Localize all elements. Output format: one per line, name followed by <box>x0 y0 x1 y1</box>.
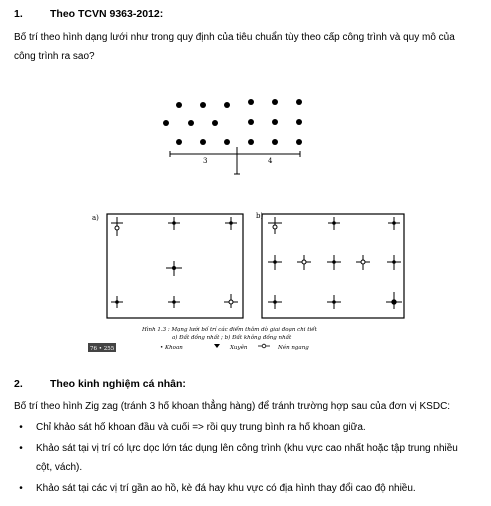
bullet-text-3: Khảo sát tại các vị trí gần ao hồ, kè đá hay khu vực có địa hình thay đổi cao độ nhiều. <box>36 483 416 494</box>
bullet-item-2 <box>19 440 476 458</box>
legend-nen: Nén ngang <box>278 345 309 351</box>
bullet-dot: • <box>19 483 23 494</box>
bullet-dot: • <box>19 443 23 454</box>
dimension-line <box>170 147 300 174</box>
figure-caption-line-2: a) Đất đồng nhất ; b) Đất không đồng nhất <box>172 335 292 341</box>
bullet-dot: • <box>19 422 23 433</box>
section-1-paragraph-line-1: Bố trí theo hình dạng lưới như trong quy định của tiêu chuẩn tùy theo cấp công trình và quy mô của <box>14 32 455 43</box>
section-2-number: 2. <box>14 378 23 390</box>
bullet-text-1: Chỉ khảo sát hố khoan đầu và cuối => rồi quy trung bình ra hố khoan giữa. <box>36 422 366 433</box>
borehole-grid-figure <box>0 90 491 360</box>
legend-xuyen: Xuyên <box>230 345 248 351</box>
panel-b-markers <box>268 217 402 309</box>
legend-nen-icon <box>258 344 270 348</box>
section-2-title: Theo kinh nghiệm cá nhân: <box>50 378 186 390</box>
section-1-heading <box>14 8 163 20</box>
section-1-paragraph-line-2: công trình ra sao? <box>14 51 95 62</box>
bullet-text-2: Khảo sát tại vị trí có lực dọc lớn tác dụng lên công trình (khu vực cao nhất hoặc tập trung nhiều <box>36 443 458 454</box>
bullet-text-2-continued: cột, vách). <box>36 462 83 473</box>
dim-label-right: 4 <box>268 157 273 165</box>
panel-a-markers <box>111 217 238 308</box>
section-2-paragraph: Bố trí theo hình Zig zag (tránh 3 hố khoan thẳng hàng) để tránh trường hợp sau của đơn vị KSDC: <box>14 401 451 412</box>
figure-caption-line-1: Hình 1.3 : Mạng lưới bố trí các điểm thăm dò giai đoạn chi tiết <box>142 327 317 333</box>
dim-label-left: 3 <box>203 157 208 165</box>
section-1-number: 1. <box>14 8 23 20</box>
panel-a-label: a) <box>92 214 99 222</box>
section-2-heading <box>14 378 186 390</box>
bullet-item-2-continued <box>36 459 476 477</box>
bullet-item-1 <box>19 419 476 437</box>
grid-dots <box>163 99 302 145</box>
legend-khoan: • Khoan <box>160 345 183 351</box>
section-1-title: Theo TCVN 9363-2012: <box>50 8 164 20</box>
legend-xuyen-icon <box>214 344 220 348</box>
panel-b-label: b) <box>256 212 264 220</box>
page-badge-text: 76 • 255 <box>90 346 115 352</box>
bullet-item-3 <box>19 480 476 498</box>
